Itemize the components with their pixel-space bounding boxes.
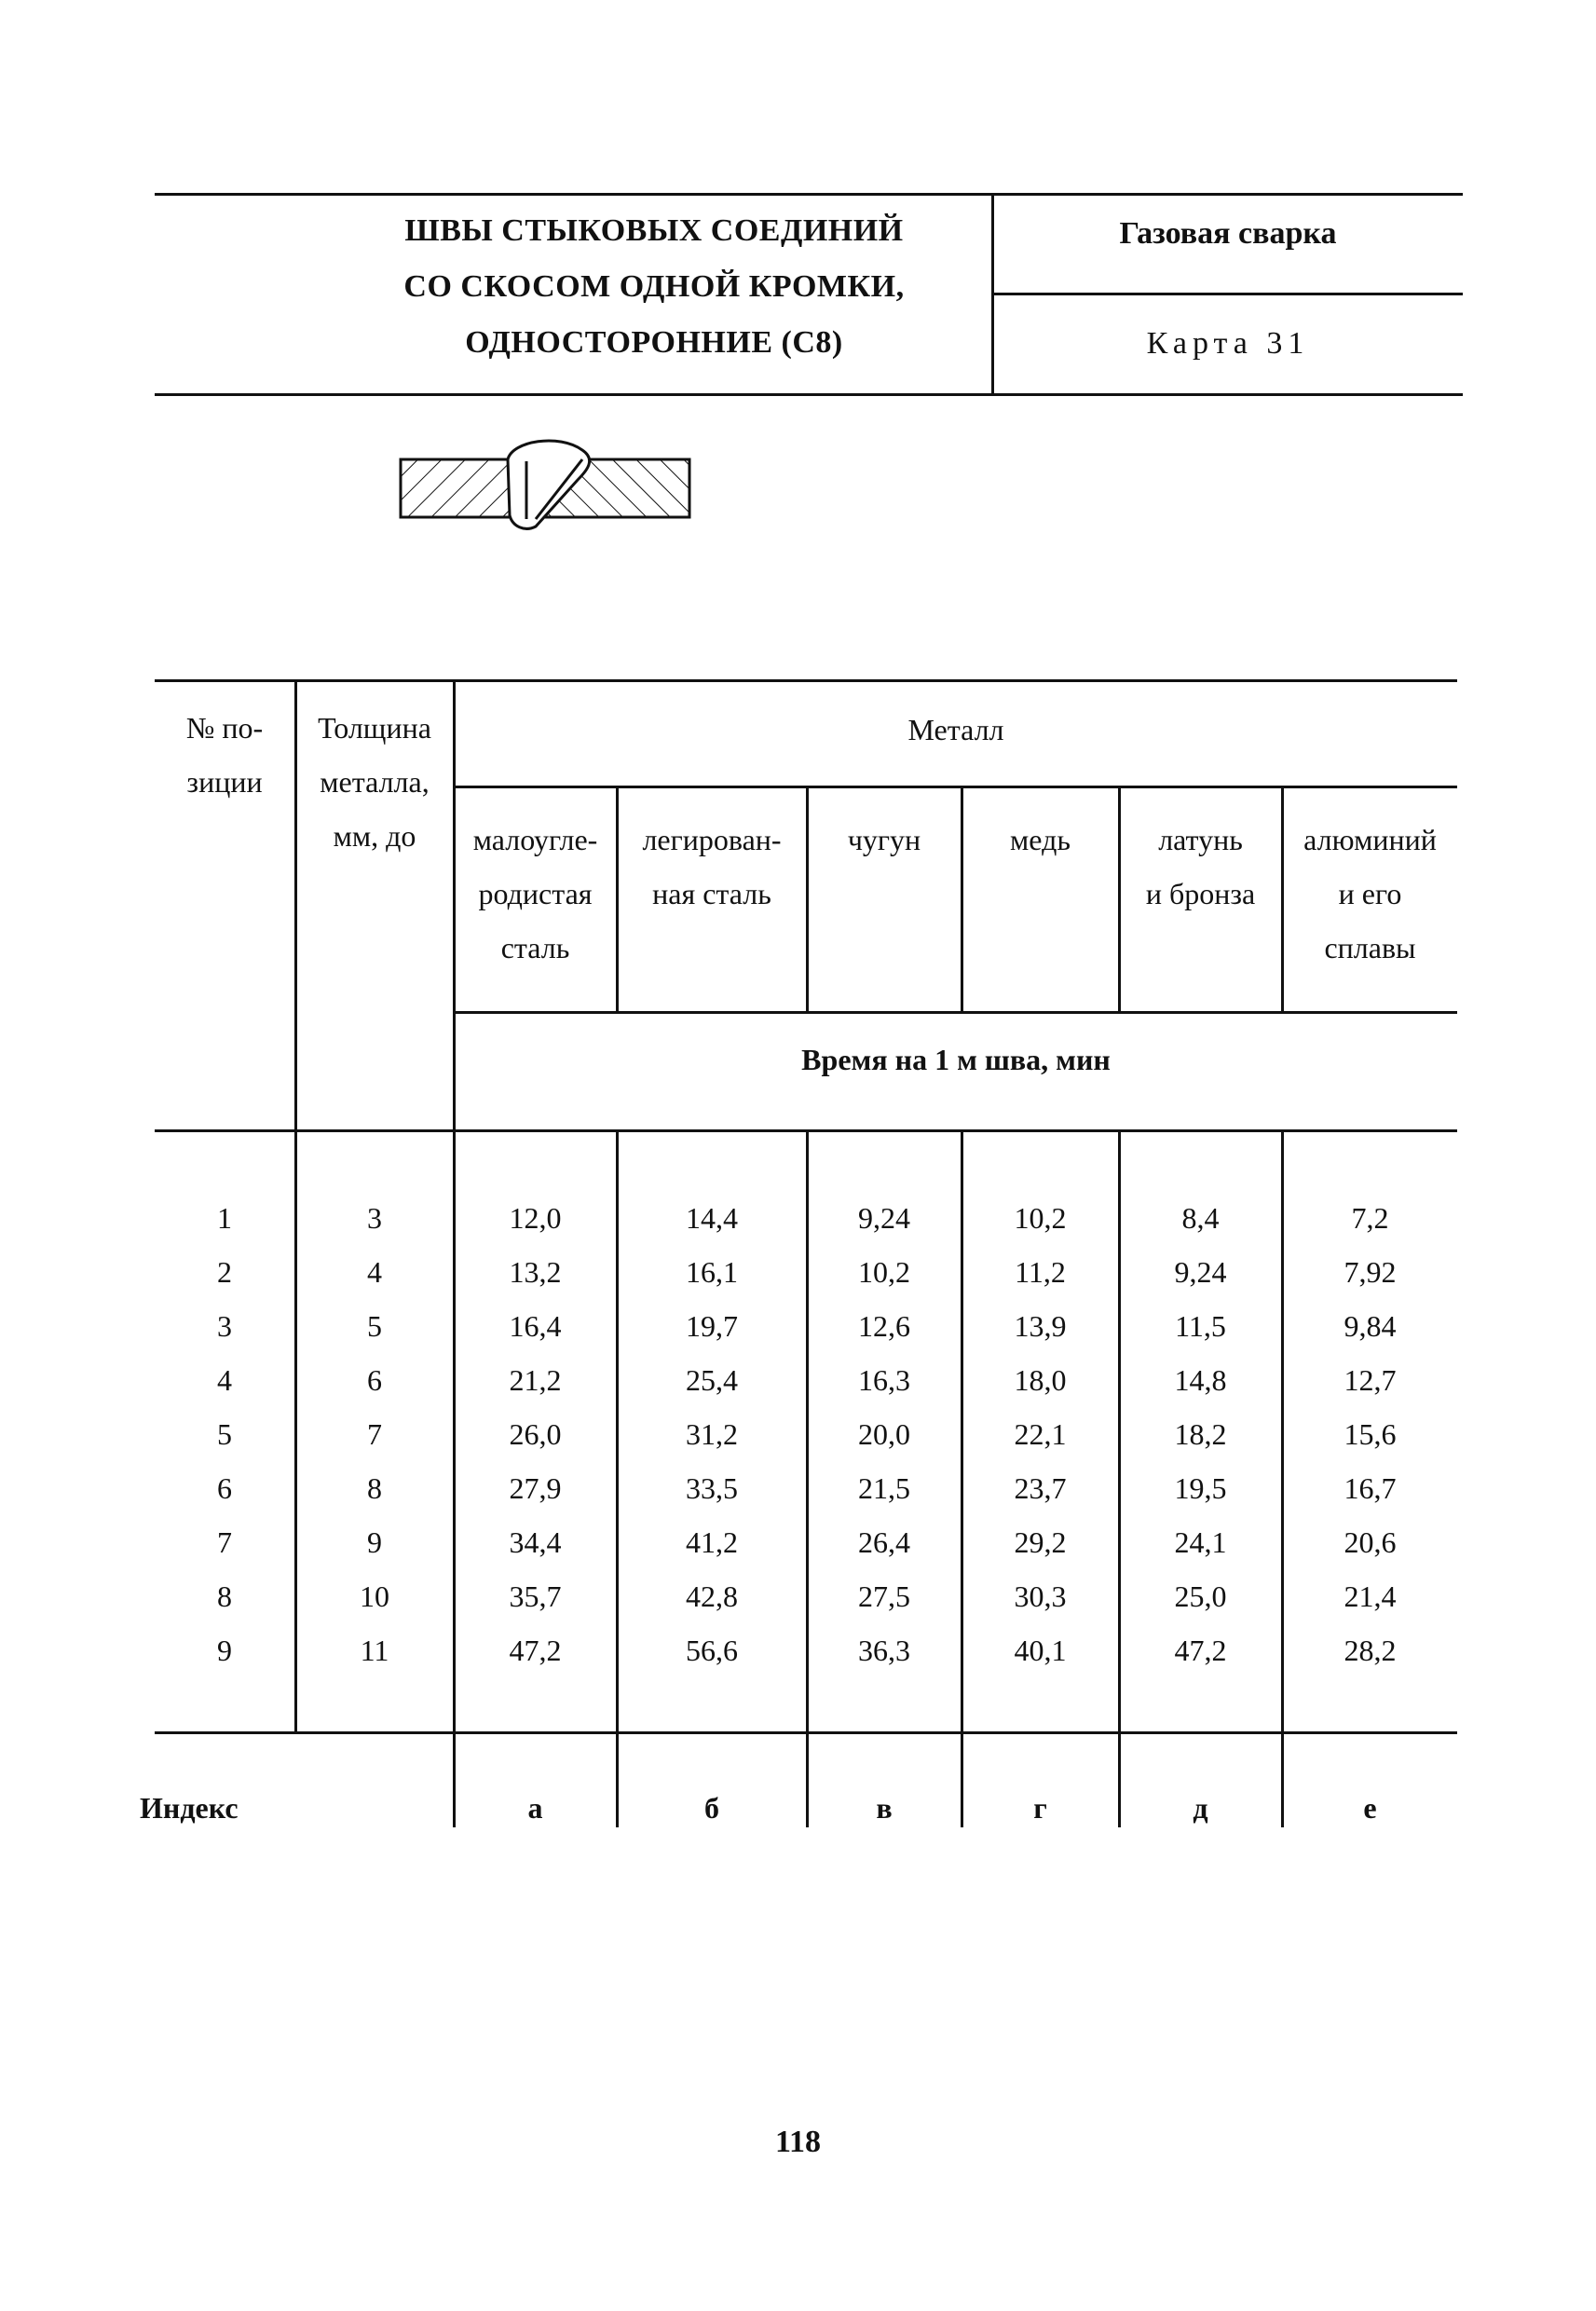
- page-number: 118: [774, 2125, 822, 2159]
- table-cell: 21,4: [1344, 1579, 1397, 1613]
- index-b: б: [704, 1791, 719, 1825]
- time-subheader: Время на 1 м шва, мин: [801, 1043, 1111, 1076]
- table-cell: 9: [367, 1525, 382, 1559]
- table-cell: 21,2: [509, 1363, 562, 1397]
- metal-header-cast-iron: чугун: [847, 823, 921, 856]
- values-column-alloy-steel: [618, 1191, 806, 1677]
- table-cell: 31,2: [686, 1417, 738, 1451]
- table-cell: 36,3: [858, 1634, 910, 1667]
- table-cell: 4: [217, 1363, 232, 1397]
- table-cell: 7,2: [1351, 1201, 1389, 1235]
- index-v: в: [876, 1791, 893, 1825]
- table-cell: 15,6: [1344, 1417, 1397, 1451]
- table-cell: 8,4: [1181, 1201, 1220, 1235]
- header-right-rule: [991, 293, 1463, 295]
- table-cell: 10: [360, 1579, 389, 1613]
- position-column: [155, 1191, 294, 1677]
- table-cell: 29,2: [1014, 1525, 1067, 1559]
- table-cell: 13,2: [509, 1255, 562, 1289]
- table-cell: 34,4: [509, 1525, 562, 1559]
- metal-group-header: Металл: [907, 713, 1004, 746]
- table-cell: 10,2: [1014, 1201, 1067, 1235]
- metal-header-aluminium: алюминий и его сплавы: [1303, 823, 1437, 964]
- header-top-rule: [155, 193, 1463, 196]
- table-cell: 12,6: [858, 1309, 910, 1343]
- table-cell: 11,2: [1015, 1255, 1066, 1289]
- table-cell: 26,4: [858, 1525, 910, 1559]
- index-d: д: [1193, 1791, 1208, 1825]
- table-cell: 13,9: [1014, 1309, 1067, 1343]
- table-cell: 41,2: [686, 1525, 738, 1559]
- table-cell: 18,2: [1174, 1417, 1227, 1451]
- values-column-cast-iron: [808, 1191, 961, 1677]
- thickness-header: Толщина металла, мм, до: [318, 711, 431, 853]
- table-cell: 14,8: [1174, 1363, 1227, 1397]
- table-cell: 56,6: [686, 1634, 738, 1667]
- table-cell: 28,2: [1344, 1634, 1397, 1667]
- values-column-copper: [962, 1191, 1118, 1677]
- table-cell: 7: [217, 1525, 232, 1559]
- table-cell: 3: [217, 1309, 232, 1343]
- table-cell: 16,4: [509, 1309, 562, 1343]
- table-cell: 1: [217, 1201, 232, 1235]
- table-cell: 7,92: [1344, 1255, 1397, 1289]
- table-cell: 25,0: [1174, 1579, 1227, 1613]
- table-cell: 8: [367, 1471, 382, 1505]
- table-cell: 5: [217, 1417, 232, 1451]
- table-cell: 20,0: [858, 1417, 910, 1451]
- header-bottom-rule: [155, 393, 1463, 396]
- table-cell: 4: [367, 1255, 382, 1289]
- card-title: ШВЫ СТЫКОВЫХ СОЕДИНИЙ СО СКОСОМ ОДНОЙ КРОМКИ, ОДНОСТОРОННИЕ (С8): [403, 213, 905, 360]
- index-label: Индекс: [140, 1791, 239, 1825]
- table-cell: 16,1: [686, 1255, 738, 1289]
- table-cell: 35,7: [509, 1579, 562, 1613]
- weld-joint-diagram: [396, 433, 703, 536]
- table-cell: 11,5: [1175, 1309, 1226, 1343]
- table-cell: 10,2: [858, 1255, 910, 1289]
- thickness-column: [296, 1191, 453, 1677]
- table-cell: 8: [217, 1579, 232, 1613]
- table-cell: 2: [217, 1255, 232, 1289]
- table-cell: 47,2: [1174, 1634, 1227, 1667]
- table-cell: 9,84: [1344, 1309, 1397, 1343]
- metal-header-copper: медь: [1010, 823, 1071, 856]
- metal-header-low-carbon-steel: малоугле- родистая сталь: [472, 823, 598, 964]
- table-cell: 9,24: [858, 1201, 910, 1235]
- table-cell: 22,1: [1014, 1417, 1067, 1451]
- table-cell: 21,5: [858, 1471, 910, 1505]
- card-number: Карта 31: [1146, 326, 1310, 361]
- position-header: № по- зиции: [185, 711, 264, 799]
- table-cell: 16,7: [1344, 1471, 1397, 1505]
- table-cell: 18,0: [1014, 1363, 1067, 1397]
- metal-group-rule: [455, 786, 1457, 788]
- table-cell: 7: [367, 1417, 382, 1451]
- table-cell: 16,3: [858, 1363, 910, 1397]
- table-cell: 3: [367, 1201, 382, 1235]
- table-cell: 27,5: [858, 1579, 910, 1613]
- table-top-rule: [155, 679, 1457, 682]
- table-cell: 14,4: [686, 1201, 738, 1235]
- table-cell: 30,3: [1014, 1579, 1067, 1613]
- table-cell: 9: [217, 1634, 232, 1667]
- metal-header-alloy-steel: легирован- ная сталь: [642, 823, 782, 910]
- table-cell: 9,24: [1174, 1255, 1227, 1289]
- table-cell: 5: [367, 1309, 382, 1343]
- table-cell: 19,5: [1174, 1471, 1227, 1505]
- time-subheader-rule: [455, 1011, 1457, 1014]
- table-cell: 12,0: [509, 1201, 562, 1235]
- table-cell: 11: [360, 1634, 389, 1667]
- table-cell: 6: [367, 1363, 382, 1397]
- metal-header-brass-bronze: латунь и бронза: [1145, 823, 1256, 910]
- values-column-aluminium: [1283, 1191, 1457, 1677]
- table-cell: 24,1: [1174, 1525, 1227, 1559]
- table-cell: 6: [217, 1471, 232, 1505]
- table-cell: 42,8: [686, 1579, 738, 1613]
- table-cell: 33,5: [686, 1471, 738, 1505]
- index-g: г: [1033, 1791, 1047, 1825]
- table-cell: 23,7: [1014, 1471, 1067, 1505]
- values-column-low-carbon-steel: [455, 1191, 616, 1677]
- values-column-brass-bronze: [1120, 1191, 1281, 1677]
- index-e: е: [1363, 1791, 1377, 1825]
- table-cell: 25,4: [686, 1363, 738, 1397]
- index-a: а: [527, 1791, 543, 1825]
- process-name: Газовая сварка: [1119, 216, 1337, 251]
- table-cell: 12,7: [1344, 1363, 1397, 1397]
- table-cell: 40,1: [1014, 1634, 1067, 1667]
- table-cell: 26,0: [509, 1417, 562, 1451]
- table-cell: 20,6: [1344, 1525, 1397, 1559]
- table-cell: 27,9: [509, 1471, 562, 1505]
- table-cell: 19,7: [686, 1309, 738, 1343]
- table-cell: 47,2: [509, 1634, 562, 1667]
